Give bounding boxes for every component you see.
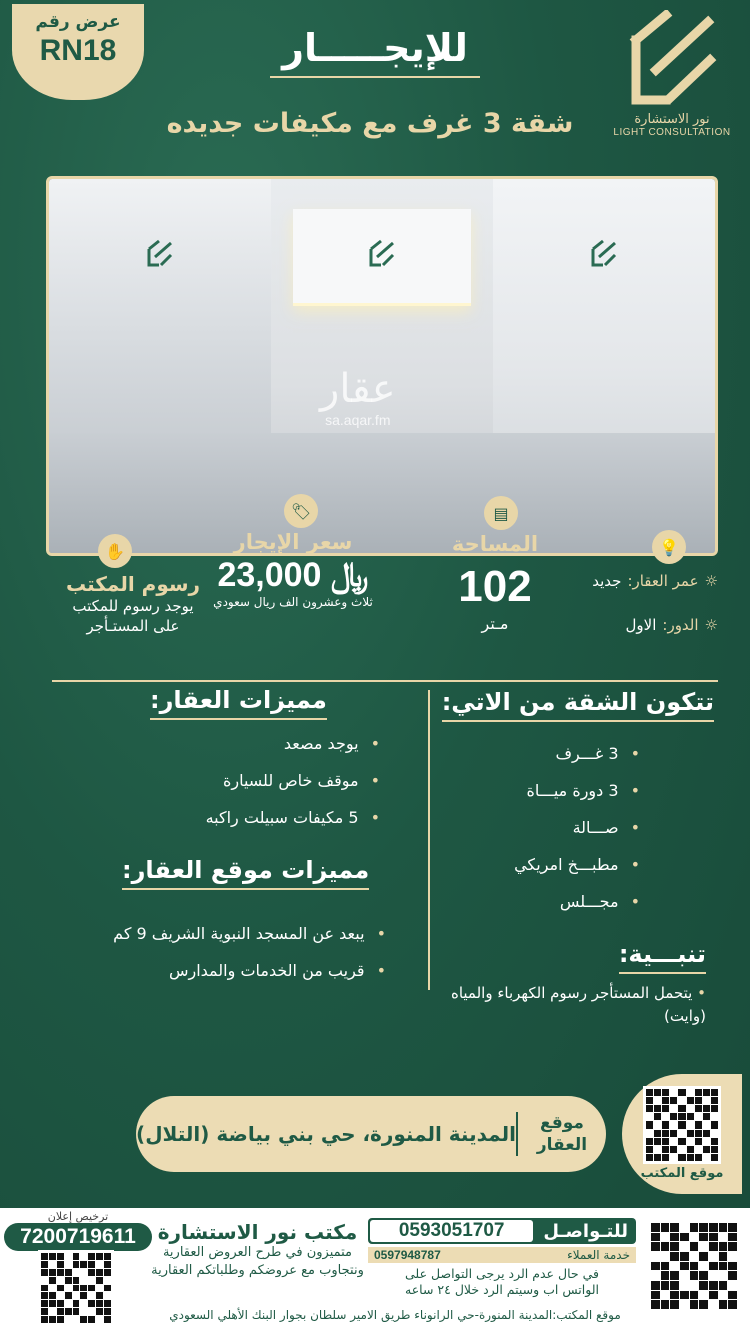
list-item: • يوجد مصعد	[206, 734, 380, 753]
divider	[52, 680, 718, 682]
fact-key: عمر العقار:	[627, 572, 699, 590]
logo-mark-icon	[626, 10, 718, 110]
property-facts	[558, 572, 718, 660]
bulb-icon: ☼	[704, 616, 718, 634]
photo-kitchen	[493, 179, 715, 553]
price-value-row	[208, 556, 378, 595]
location-label	[516, 1112, 606, 1156]
fact-floor	[558, 616, 718, 634]
page-title	[160, 26, 590, 78]
footer	[0, 1208, 750, 1333]
watermark-ar: عقار	[320, 366, 396, 412]
office-address: موقع المكتب:المدينة المنورة-حي الرانوناء طريق الامير سلطان بجوار البنك الأهلي السعودي	[169, 1308, 621, 1322]
qr-code-icon[interactable]	[38, 1250, 114, 1326]
features-list	[206, 734, 380, 845]
brand-logo	[612, 10, 732, 138]
offer-badge	[12, 4, 144, 100]
offer-code: RN18	[39, 34, 117, 67]
location-features-title: مميزات موقع العقار:	[122, 856, 369, 890]
price-value: 23,000	[217, 556, 322, 594]
list-item: • 5 مكيفات سبيلت راكبه	[206, 808, 380, 827]
office-fees-heading: رسوم المكتب	[65, 572, 201, 596]
features-title: مميزات العقار:	[150, 686, 327, 720]
fact-value: جديد	[592, 572, 622, 590]
contact-label: للتـواصـل	[543, 1220, 628, 1242]
price-words: ثلاث وعشرون الف ريال سعودي	[213, 595, 373, 609]
bulb-icon: 💡	[652, 530, 686, 564]
office-name: مكتب نور الاستشارة	[157, 1220, 358, 1244]
list-item: • يبعد عن المسجد النبوية الشريف 9 كم	[113, 924, 386, 943]
office-location-caption: موقع المكتب	[640, 1166, 724, 1181]
fact-key: الدور:	[662, 616, 699, 634]
office-line1: متميزون في طرح العروض العقارية	[162, 1245, 353, 1260]
location-features-list	[113, 924, 386, 998]
area-icon: ▤	[484, 496, 518, 530]
fact-value: الاول	[625, 616, 657, 634]
qr-code-icon[interactable]	[643, 1086, 721, 1164]
composition-title: تتكون الشقة من الاتي:	[442, 688, 714, 722]
contact-header	[368, 1218, 636, 1244]
location-label-line2: العقار	[536, 1135, 588, 1155]
license-label: ترخيص إعلان	[47, 1210, 109, 1223]
page-subtitle: شقة 3 غرف مع مكيفات جديده	[166, 108, 574, 139]
note-line2: الواتس اب وسيتم الرد خلال ٢٤ ساعه	[405, 1282, 599, 1298]
notice-text: يتحمل المستأجر رسوم الكهرباء والمياه (وايت)	[450, 984, 706, 1026]
customer-service	[368, 1247, 636, 1263]
contact-phone[interactable]: 0593051707	[370, 1220, 533, 1242]
list-item: • 3 غـــرف	[514, 744, 640, 763]
service-label: خدمة العملاء	[567, 1248, 630, 1262]
offer-label: عرض رقم	[35, 12, 121, 32]
list-item: • 3 دورة ميـــاة	[514, 781, 640, 800]
license-number: 7200719611	[4, 1223, 152, 1251]
price-tag-icon: 🏷	[284, 494, 318, 528]
contact-block	[368, 1218, 636, 1299]
watermark-en: sa.aqar.fm	[325, 412, 391, 428]
notice-text-row	[438, 982, 706, 1029]
location-value: المدينة المنورة، حي بني بياضة (التلال)	[136, 1122, 516, 1146]
logo-name-en: LIGHT CONSULTATION	[613, 127, 731, 138]
property-location	[136, 1096, 606, 1172]
photo-logo-icon	[145, 239, 175, 269]
bulb-icon: ☼	[704, 572, 718, 590]
qr-code-icon[interactable]	[648, 1220, 740, 1312]
ad-license	[4, 1210, 152, 1251]
office-line2: ونتجاوب مع عروضكم وطلباتكم العقارية	[151, 1262, 364, 1278]
hand-coin-icon: ✋	[98, 534, 132, 568]
fact-age	[558, 572, 718, 590]
rent-price	[208, 530, 378, 609]
location-label-line1: موقع	[540, 1112, 584, 1133]
list-item: • مطبـــخ امريكي	[514, 855, 640, 874]
notice-bullet: •	[692, 984, 706, 1002]
list-item: • موقف خاص للسيارة	[206, 771, 380, 790]
list-item: • صـــالة	[514, 818, 640, 837]
list-item: • قريب من الخدمات والمدارس	[113, 961, 386, 980]
logo-name-ar: نور الاستشارة	[634, 112, 710, 127]
photo-logo-icon	[589, 239, 619, 269]
photo-corridor	[49, 179, 271, 553]
photo-logo-icon	[367, 239, 397, 269]
composition-list	[514, 744, 640, 929]
office-location-qr[interactable]	[622, 1074, 742, 1194]
service-phone[interactable]: 0597948787	[374, 1248, 441, 1262]
area-value: 102	[458, 562, 532, 611]
contact-note	[368, 1266, 636, 1299]
title-text: للإيجـــــار	[282, 26, 468, 70]
price-heading: سعر الإيجار	[233, 530, 353, 554]
office-fees	[58, 572, 208, 637]
notice-title: تنبـــية:	[619, 940, 706, 974]
currency-symbol: ﷼	[330, 556, 369, 594]
office-info	[150, 1220, 365, 1279]
area-heading: المساحة	[451, 532, 539, 556]
list-item: • مجـــلس	[514, 892, 640, 911]
area	[420, 532, 570, 633]
note-line1: في حال عدم الرد يرجى التواصل على	[405, 1266, 599, 1281]
divider-vertical	[428, 690, 430, 990]
area-unit: مـتر	[481, 614, 509, 633]
office-fees-line2: على المستـأجر	[86, 617, 180, 636]
title-underline	[270, 76, 480, 78]
watermark	[320, 366, 396, 428]
office-fees-line1: يوجد رسوم للمكتب	[72, 597, 194, 615]
